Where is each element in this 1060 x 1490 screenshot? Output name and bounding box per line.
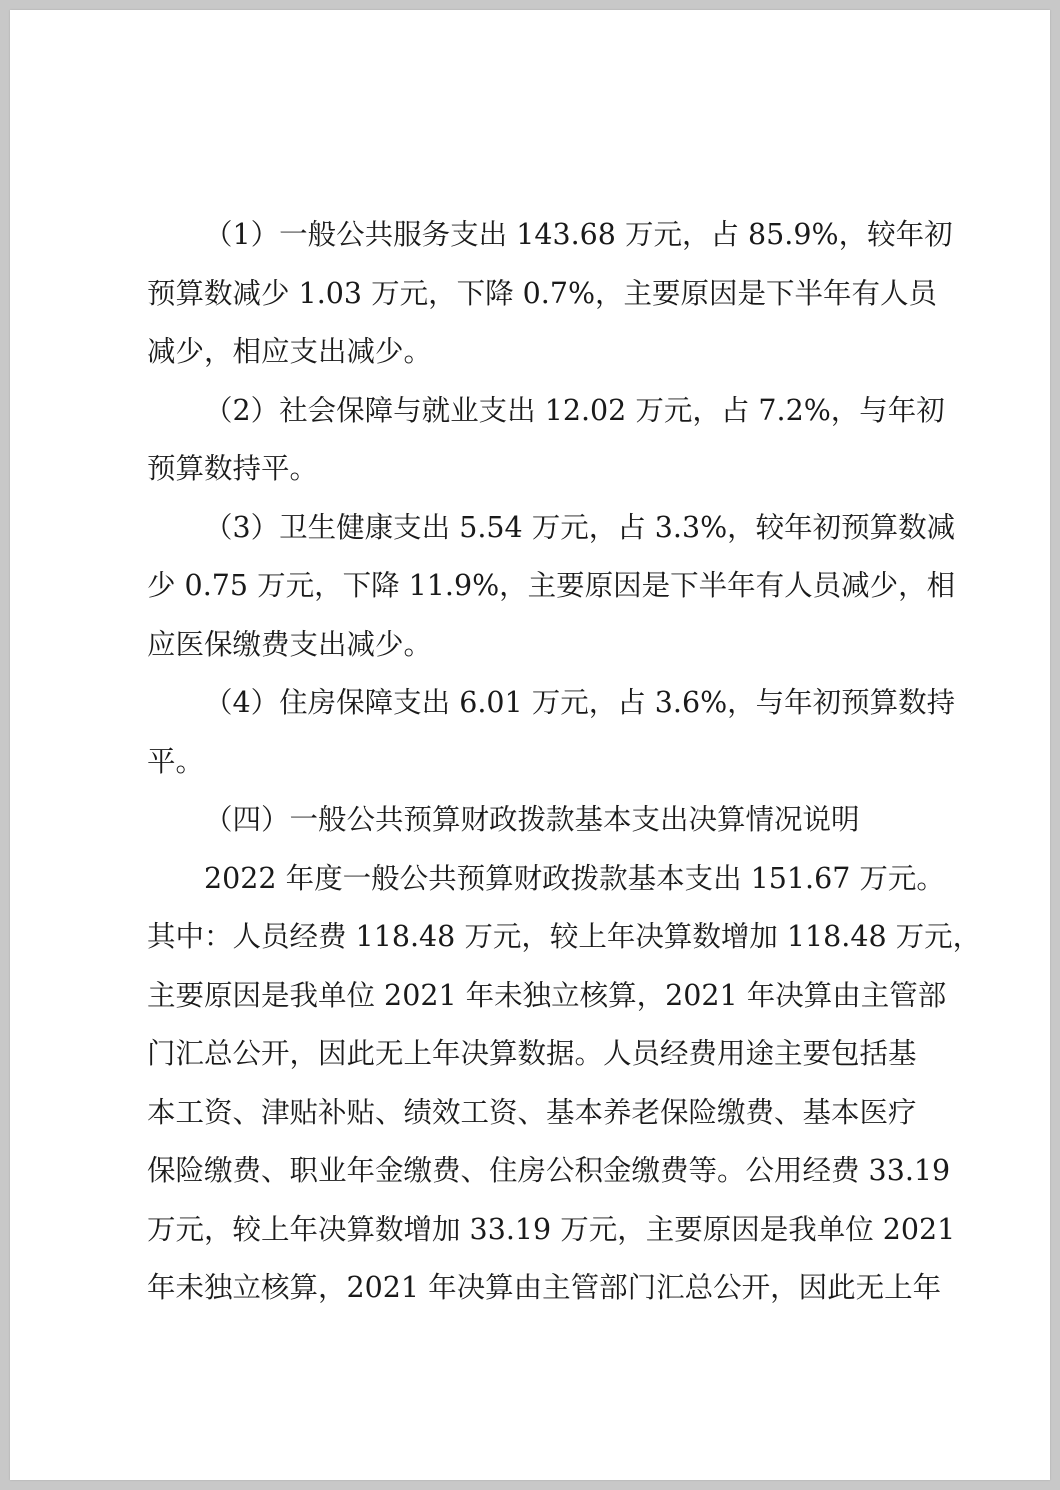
text-line: 预算数减少 1.03 万元，下降 0.7%，主要原因是下半年有人员 [147,276,938,310]
text-line: （3）卫生健康支出 5.54 万元，占 3.3%，较年初预算数减 [204,510,956,544]
section-heading [147,791,927,850]
text-line: （2）社会保障与就业支出 12.02 万元，占 7.2%，与年初 [204,393,945,427]
text-line: 万元，较上年决算数增加 33.19 万元，主要原因是我单位 2021 [147,1212,956,1246]
text-line: 门汇总公开，因此无上年决算数据。人员经费用途主要包括基 [147,1037,917,1070]
text-line: 平。 [147,744,205,778]
paragraph-social-security [147,382,945,499]
text-line: （1）一般公共服务支出 143.68 万元，占 85.9%，较年初 [204,218,953,251]
paragraph-housing [147,674,956,791]
text-line: 预算数持平。 [147,452,319,485]
document-page [10,10,1050,1480]
text-line: 减少，相应支出减少。 [147,335,433,368]
document-body [147,206,982,1318]
text-line: 保险缴费、职业年金缴费、住房公积金缴费等。公用经费 33.19 [147,1154,951,1187]
text-line: 应医保缴费支出减少。 [147,627,433,661]
text-line: 其中：人员经费 118.48 万元，较上年决算数增加 118.48 万元， [147,920,982,953]
heading-text: （四）一般公共预算财政拨款基本支出决算情况说明 [204,803,860,836]
paragraph-general-public-services [147,206,953,382]
paragraph-health [147,499,956,675]
text-line: 年未独立核算，2021 年决算由主管部门汇总公开，因此无上年 [147,1271,942,1304]
paragraph-basic-expenditure [147,850,982,1318]
text-line: （4）住房保障支出 6.01 万元，占 3.6%，与年初预算数持 [204,686,956,719]
text-line: 主要原因是我单位 2021 年未独立核算，2021 年决算由主管部 [147,978,947,1012]
text-line: 少 0.75 万元，下降 11.9%，主要原因是下半年有人员减少，相 [147,569,956,602]
text-line: 本工资、津贴补贴、绩效工资、基本养老保险缴费、基本医疗 [147,1095,917,1129]
text-line: 2022 年度一般公共预算财政拨款基本支出 151.67 万元。 [204,861,945,895]
